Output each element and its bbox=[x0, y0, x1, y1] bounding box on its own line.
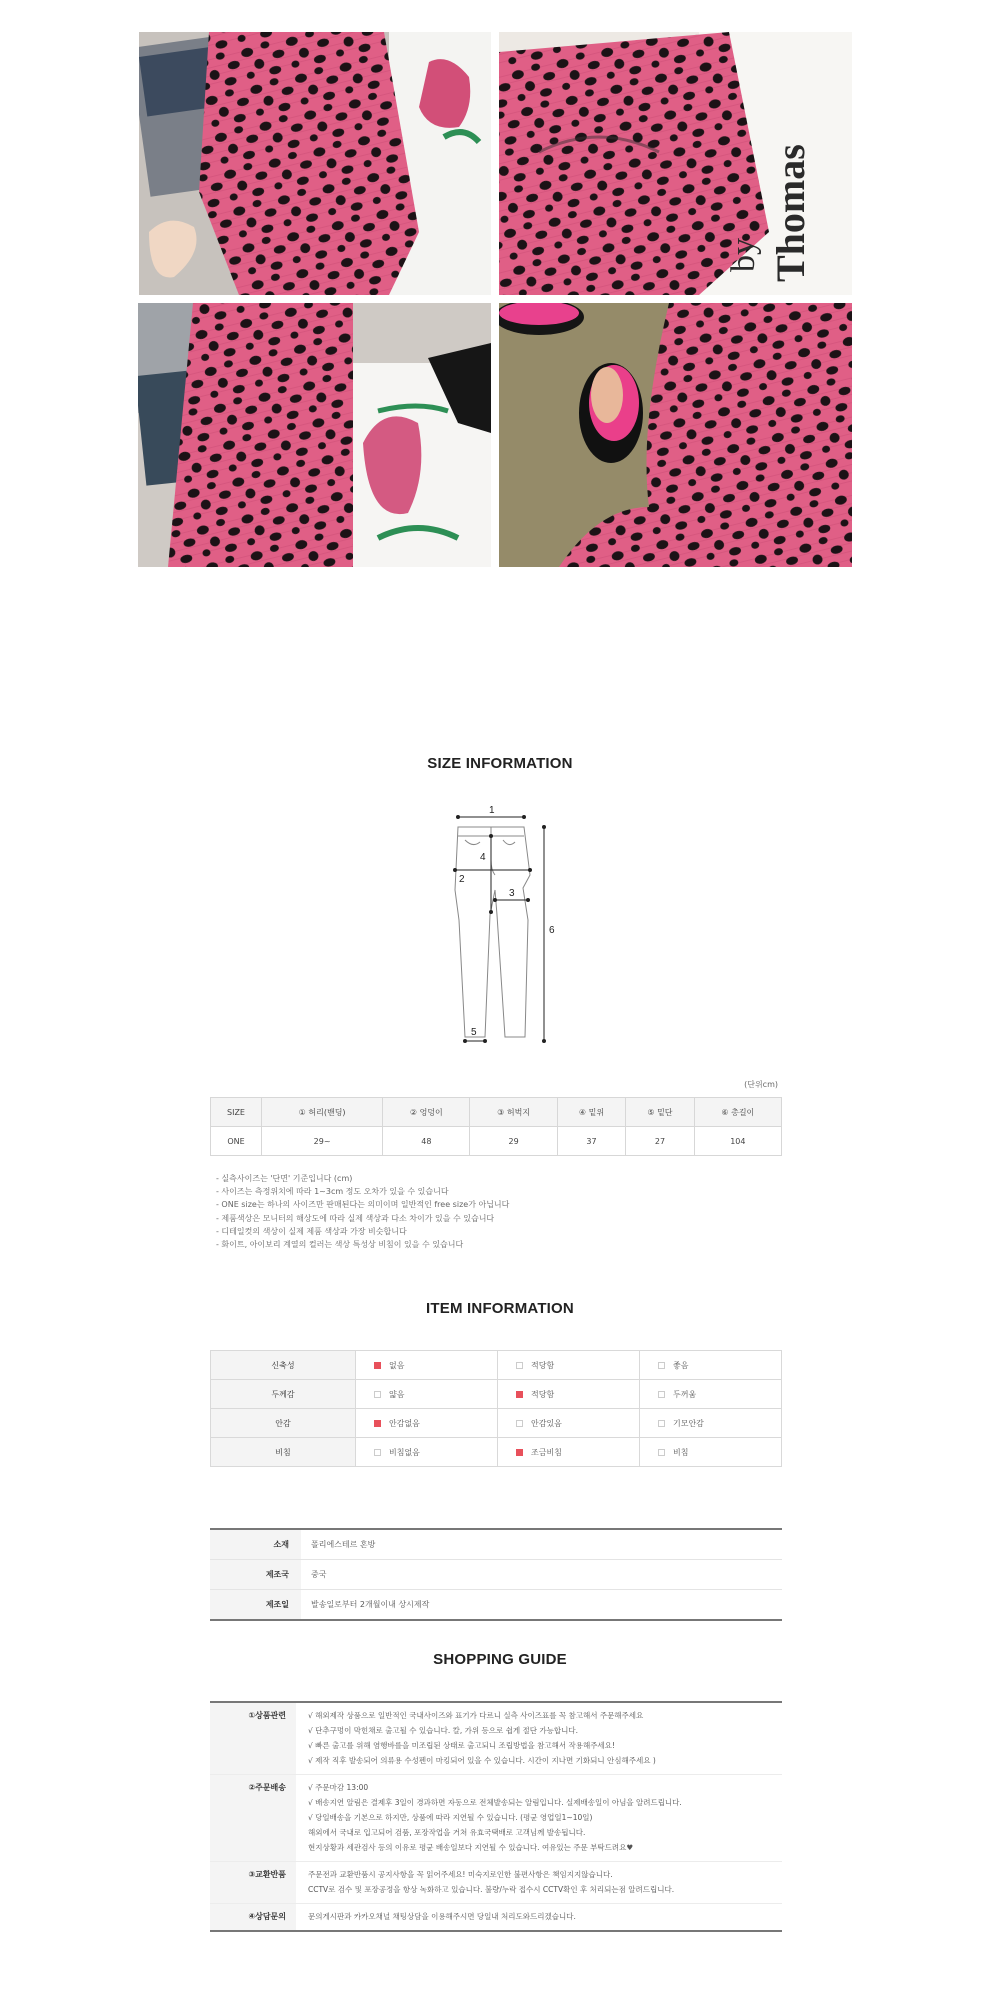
size-table-header bbox=[211, 1098, 782, 1127]
item-option bbox=[640, 1409, 782, 1438]
option-label: 얇음 bbox=[389, 1389, 405, 1399]
product-spec-table bbox=[210, 1528, 782, 1621]
checkbox-icon bbox=[658, 1391, 665, 1398]
option-label: 조금비침 bbox=[531, 1447, 562, 1457]
checkbox-icon bbox=[374, 1420, 381, 1427]
product-photo-4 bbox=[499, 303, 852, 567]
pants-size-diagram bbox=[445, 800, 565, 1060]
option-label: 적당함 bbox=[531, 1389, 555, 1399]
table-row bbox=[211, 1438, 782, 1467]
guide-line: 해외에서 국내로 입고되어 검품, 포장작업을 거쳐 유효국택배로 고객님께 발송됩니다. bbox=[308, 1828, 586, 1837]
product-photo-1 bbox=[139, 32, 491, 295]
option-label: 비침 bbox=[673, 1447, 689, 1457]
guide-line: 주문전과 교환반품시 공지사항을 꼭 읽어주세요! 미숙지로인한 불편사항은 책임지지않습니다. bbox=[308, 1870, 613, 1879]
option-label: 적당함 bbox=[531, 1360, 555, 1370]
item-info-table bbox=[210, 1350, 782, 1467]
option-label: 없음 bbox=[389, 1360, 405, 1370]
option-label: 비침없음 bbox=[389, 1447, 420, 1457]
item-option bbox=[356, 1409, 498, 1438]
list-item: - 화이트, 아이보리 계열의 컬러는 색상 특성상 비침이 있을 수 있습니다 bbox=[216, 1240, 464, 1250]
checkbox-icon bbox=[658, 1449, 665, 1456]
table-row bbox=[211, 1127, 782, 1156]
spec-key: 제조일 bbox=[210, 1590, 301, 1621]
guide-section-key: ②주문배송 bbox=[210, 1775, 296, 1861]
spec-key: 소재 bbox=[210, 1529, 301, 1560]
option-label: 두꺼움 bbox=[673, 1389, 697, 1399]
guide-line: √ 제작 직후 발송되어 의류용 수성펜이 마킹되어 있을 수 있습니다. 시간이 지나면 기화되니 안심해주세요 ) bbox=[308, 1756, 656, 1765]
size-cell: 27 bbox=[626, 1127, 694, 1156]
guide-line: √ 해외제작 상품으로 일반적인 국내사이즈와 표기가 다르니 실측 사이즈표를 꼭 참고해서 주문해주세요 bbox=[308, 1711, 644, 1720]
size-cell: 29~ bbox=[262, 1127, 383, 1156]
product-photo-3 bbox=[138, 303, 491, 567]
guide-section bbox=[210, 1703, 782, 1775]
guide-line: CCTV로 검수 및 포장공정을 항상 녹화하고 있습니다. 불량/누락 접수시 CCTV확인 후 처리되는점 알려드립니다. bbox=[308, 1885, 675, 1894]
list-item: - 사이즈는 측정위치에 따라 1~3cm 정도 오차가 있을 수 있습니다 bbox=[216, 1187, 449, 1197]
item-option bbox=[356, 1351, 498, 1380]
guide-section-key: ①상품관련 bbox=[210, 1703, 296, 1774]
item-info-title: ITEM INFORMATION bbox=[426, 1300, 574, 1317]
table-row bbox=[210, 1529, 782, 1560]
table-row bbox=[210, 1560, 782, 1590]
option-label: 안감있음 bbox=[531, 1418, 562, 1428]
list-item: - ONE size는 하나의 사이즈만 판매된다는 의미이며 일반적인 free size가 아닙니다 bbox=[216, 1200, 510, 1210]
item-option bbox=[356, 1438, 498, 1467]
size-cell: 29 bbox=[470, 1127, 557, 1156]
spec-value: 중국 bbox=[301, 1560, 782, 1590]
checkbox-icon bbox=[374, 1391, 381, 1398]
size-header-cell: SIZE bbox=[211, 1098, 262, 1127]
diagram-label-5: 5 bbox=[471, 1027, 477, 1038]
guide-line: √ 빠른 출고를 위해 염행바를을 미조립된 상태로 출고되니 조립방법을 참고해서 작용해주세요! bbox=[308, 1741, 615, 1750]
size-header-cell: ⑤ 밑단 bbox=[626, 1098, 694, 1127]
spec-key: 제조국 bbox=[210, 1560, 301, 1590]
item-label: 안감 bbox=[211, 1409, 356, 1438]
size-cell: ONE bbox=[211, 1127, 262, 1156]
diagram-label-2: 2 bbox=[459, 874, 465, 885]
shopping-guide-title: SHOPPING GUIDE bbox=[433, 1651, 567, 1668]
item-option bbox=[640, 1380, 782, 1409]
checkbox-icon bbox=[516, 1449, 523, 1456]
guide-line: √ 주문마감 13:00 bbox=[308, 1783, 369, 1792]
guide-line: √ 당일배송을 기본으로 하지만, 상품에 따라 지연될 수 있습니다. (평균 영업일1~10일) bbox=[308, 1813, 593, 1822]
item-option bbox=[356, 1380, 498, 1409]
guide-section-key: ④상담문의 bbox=[210, 1904, 296, 1930]
list-item: - 실측사이즈는 '단면' 기준입니다 (cm) bbox=[216, 1174, 353, 1183]
guide-section-key: ③교환반품 bbox=[210, 1862, 296, 1903]
diagram-label-1: 1 bbox=[489, 805, 495, 816]
list-item: - 제품색상은 모니터의 해상도에 따라 실제 색상과 다소 차이가 있을 수 있습니다 bbox=[216, 1213, 495, 1223]
option-label: 안감없음 bbox=[389, 1418, 420, 1428]
guide-section bbox=[210, 1862, 782, 1904]
guide-section bbox=[210, 1775, 782, 1862]
item-option bbox=[640, 1438, 782, 1467]
item-label: 비침 bbox=[211, 1438, 356, 1467]
checkbox-icon bbox=[374, 1449, 381, 1456]
guide-line: 문의게시판과 카카오채널 채팅상담을 이용해주시면 당일내 처리도와드리겠습니다. bbox=[308, 1912, 576, 1921]
checkbox-icon bbox=[658, 1420, 665, 1427]
size-header-cell: ① 허리(밴딩) bbox=[262, 1098, 383, 1127]
guide-line: √ 단추구멍이 막힌채로 출고될 수 있습니다. 칼, 가위 등으로 쉽게 절단 가능합니다. bbox=[308, 1726, 578, 1735]
checkbox-icon bbox=[658, 1362, 665, 1369]
size-notes bbox=[216, 1172, 509, 1251]
guide-line: √ 배송지연 알림은 결제후 3일이 경과하면 자동으로 전체발송되는 알림입니다. 실제배송일이 아님을 알려드립니다. bbox=[308, 1798, 682, 1807]
table-row bbox=[211, 1380, 782, 1409]
size-cell: 37 bbox=[557, 1127, 625, 1156]
spec-value: 폴리에스테르 혼방 bbox=[301, 1529, 782, 1560]
item-option bbox=[498, 1438, 640, 1467]
size-header-cell: ④ 밑위 bbox=[557, 1098, 625, 1127]
item-option bbox=[498, 1380, 640, 1409]
list-item: - 디테일컷의 색상이 실제 제품 색상과 가장 비슷합니다 bbox=[216, 1226, 407, 1236]
size-header-cell: ② 엉덩이 bbox=[383, 1098, 470, 1127]
item-option bbox=[498, 1409, 640, 1438]
diagram-label-6: 6 bbox=[549, 925, 555, 936]
checkbox-icon bbox=[374, 1362, 381, 1369]
checkbox-icon bbox=[516, 1391, 523, 1398]
item-option bbox=[640, 1351, 782, 1380]
guide-line: 현지상황과 세관검사 등의 이유로 평균 배송일보다 지연될 수 있습니다. 여유있는 주문 부탁드려요♥ bbox=[308, 1843, 634, 1852]
item-label: 두께감 bbox=[211, 1380, 356, 1409]
svg-text:Thomas: Thomas bbox=[768, 144, 813, 282]
svg-text:by: by bbox=[725, 238, 762, 272]
guide-section bbox=[210, 1904, 782, 1930]
size-cell: 48 bbox=[383, 1127, 470, 1156]
table-row bbox=[211, 1409, 782, 1438]
table-row bbox=[211, 1351, 782, 1380]
item-label: 신축성 bbox=[211, 1351, 356, 1380]
size-table bbox=[210, 1097, 782, 1156]
checkbox-icon bbox=[516, 1362, 523, 1369]
product-photo-2 bbox=[499, 32, 852, 295]
option-label: 기모안감 bbox=[673, 1418, 704, 1428]
size-info-title: SIZE INFORMATION bbox=[427, 755, 573, 772]
size-header-cell: ⑥ 총길이 bbox=[694, 1098, 781, 1127]
size-unit-note: (단위cm) bbox=[744, 1080, 778, 1089]
diagram-label-4: 4 bbox=[480, 852, 486, 863]
item-option bbox=[498, 1351, 640, 1380]
diagram-label-3: 3 bbox=[509, 888, 515, 899]
spec-value: 발송일로부터 2개월이내 상시제작 bbox=[301, 1590, 782, 1621]
option-label: 좋음 bbox=[673, 1360, 689, 1370]
shopping-guide bbox=[210, 1701, 782, 1932]
table-row bbox=[210, 1590, 782, 1621]
size-cell: 104 bbox=[694, 1127, 781, 1156]
checkbox-icon bbox=[516, 1420, 523, 1427]
size-header-cell: ③ 허벅지 bbox=[470, 1098, 557, 1127]
